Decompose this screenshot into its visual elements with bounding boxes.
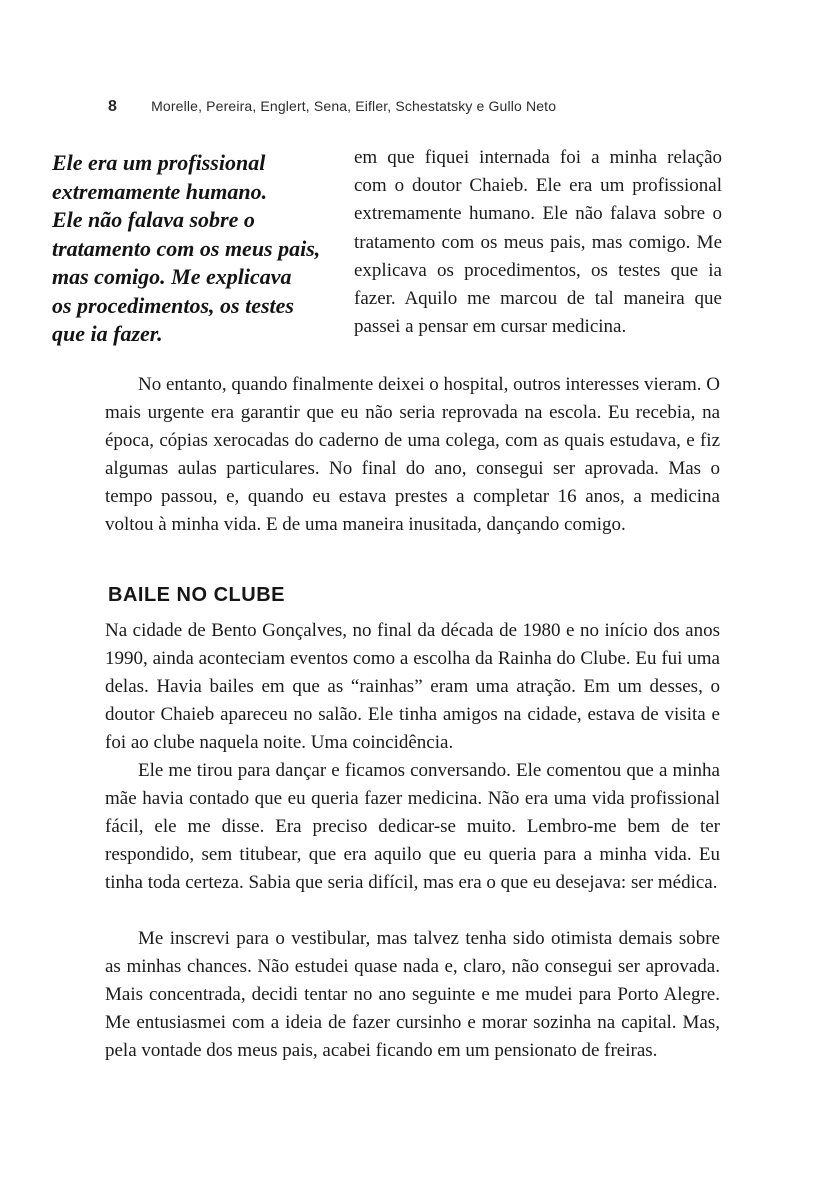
pull-quote-line: Ele não falava sobre o	[52, 207, 255, 232]
authors-line: Morelle, Pereira, Englert, Sena, Eifler, Schestatsky e Gullo Neto	[151, 98, 557, 114]
pull-quote-line: que ia fazer.	[52, 321, 163, 346]
opening-paragraph: em que fiquei internada foi a minha relação com o doutor Chaieb. Ele era um profissional extremamente humano. Ele não falava sobre o tratamento com os meus pais, mas comigo. Me explicava os procedimentos, os testes que ia fazer. Aquilo me marcou de tal maneira que passei a pensar em cursar medicina.	[354, 147, 722, 338]
opening-section	[52, 144, 722, 349]
body-paragraph: No entanto, quando finalmente deixei o hospital, outros interesses vieram. O mais urgente era garantir que eu não seria reprovada na escola. Eu recebia, na época, cópias xerocadas do caderno de uma colega, com as quais estudava, e fiz algumas aulas particulares. No final do ano, consegui ser aprovada. Mas o tempo passou, e, quando eu estava prestes a completar 16 anos, a medicina voltou à minha vida. E de uma maneira inusitada, dançando comigo.	[105, 374, 720, 535]
body-paragraph: Ele me tirou para dançar e ficamos conversando. Ele comentou que a minha mãe havia contado que eu queria fazer medicina. Não era uma vida profissional fácil, ele me disse. Era preciso dedicar-se muito. Lembro-me bem de ter respondido, sem titubear, que era aquilo que eu queria para a minha vida. Eu tinha toda certeza. Sabia que seria difícil, mas era o que eu desejava: ser médica.	[105, 760, 720, 893]
running-header	[108, 98, 556, 116]
pull-quote-line: Ele era um profissional	[52, 150, 266, 175]
pull-quote-line: tratamento com os meus pais,	[52, 235, 321, 261]
pull-quote-line: extremamente humano.	[52, 178, 268, 204]
page-number: 8	[108, 98, 118, 115]
section-heading: BAILE NO CLUBE	[108, 584, 285, 606]
body-paragraph: Na cidade de Bento Gonçalves, no final da década de 1980 e no início dos anos 1990, ainda aconteciam eventos como a escolha da Rainha do Clube. Eu fui uma delas. Havia bailes em que as “rainhas” eram uma atração. Em um desses, o doutor Chaieb apareceu no salão. Ele tinha amigos na cidade, estava de visita e foi ao clube naquela noite. Uma coincidência.	[105, 620, 720, 753]
body-paragraph: Me inscrevi para o vestibular, mas talvez tenha sido otimista demais sobre as minhas chances. Não estudei quase nada e, claro, não consegui ser aprovada. Mais concentrada, decidi tentar no ano seguinte e me mudei para Porto Alegre. Me entusiasmei com a ideia de fazer cursinho e morar sozinha na capital. Mas, pela vontade dos meus pais, acabei ficando em um pensionato de freiras.	[105, 928, 720, 1061]
pull-quote-line: os procedimentos, os testes	[52, 292, 294, 318]
pull-quote-line: mas comigo. Me explicava	[52, 264, 292, 289]
pull-quote	[52, 144, 344, 349]
